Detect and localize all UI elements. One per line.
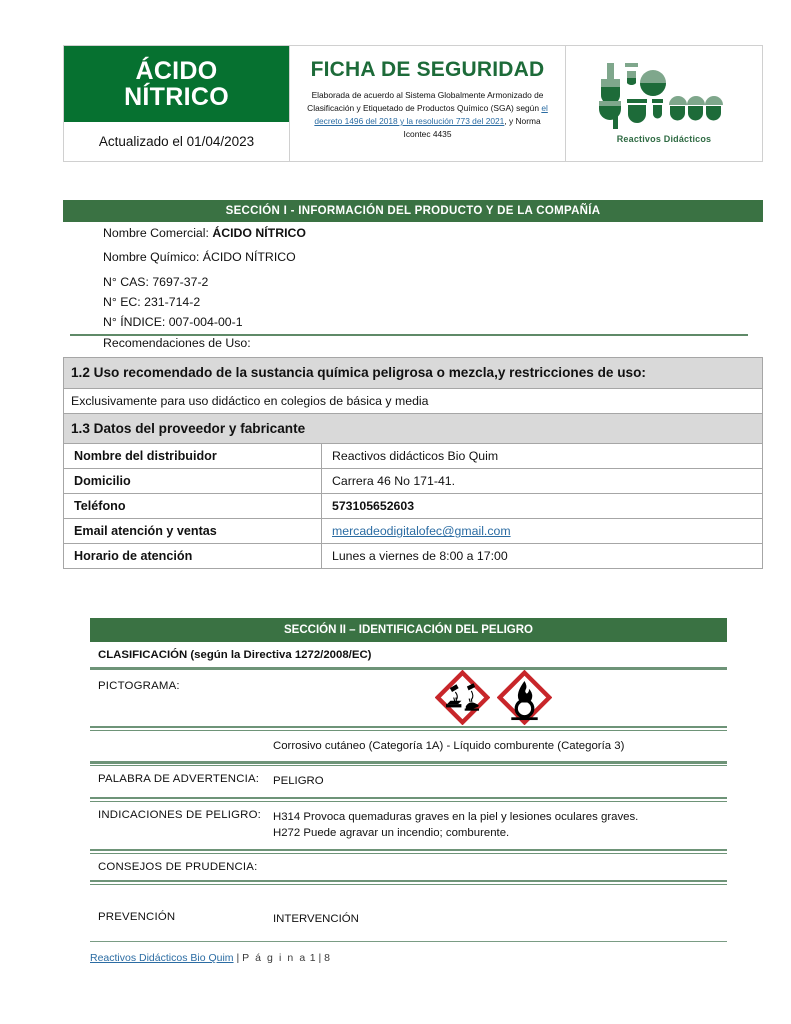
row-label-distribuidor: Nombre del distribuidor	[64, 444, 322, 469]
pictogram-group	[435, 670, 552, 725]
updated-date: Actualizado el 01/04/2023	[98, 134, 255, 149]
ghs05-corrosion-pictogram	[435, 670, 490, 725]
document-subtitle	[300, 89, 555, 141]
recommendations-row: Recomendaciones de Uso:	[103, 335, 251, 350]
section-1-underline	[70, 334, 748, 336]
document-title: FICHA DE SEGURIDAD	[310, 58, 545, 81]
ec-number-row: N° EC: 231-714-2	[103, 295, 201, 310]
pictogram-label: PICTOGRAMA:	[98, 679, 180, 692]
header-left-block	[64, 46, 290, 161]
supplier-info-table	[63, 357, 763, 569]
precautionary-label: CONSEJOS DE PRUDENCIA:	[98, 860, 258, 873]
logo-caption: Reactivos Didácticos	[616, 133, 712, 144]
product-title-line2: NÍTRICO	[124, 83, 229, 111]
footer-company-link[interactable]: Reactivos Didácticos Bio Quim	[90, 952, 234, 964]
table-row	[64, 444, 763, 469]
table-row	[64, 494, 763, 519]
signal-word-row	[90, 766, 727, 797]
commercial-name-row	[63, 226, 763, 241]
product-title-block	[64, 46, 289, 122]
ghs03-oxidizer-pictogram	[497, 670, 552, 725]
proveedor-heading: 1.3 Datos del proveedor y fabricante	[64, 413, 763, 444]
regulation-link[interactable]: el decreto 1496 del 2018 y la resolución 773 del 2021	[314, 103, 548, 127]
category-row	[90, 731, 727, 762]
rule-under-signal-word	[90, 797, 727, 800]
table-row-12-value	[64, 388, 763, 413]
signal-word-value: PELIGRO	[273, 775, 324, 788]
hazard-statement-h272: H272 Puede agravar un incendio; comburente.	[273, 827, 510, 840]
section-1-bar: SECCIÓN I - INFORMACIÓN DEL PRODUCTO Y DE LA COMPAÑÍA	[63, 200, 763, 222]
footer-page-numbers: 1 | 8	[309, 952, 331, 964]
intervention-label: INTERVENCIÓN	[273, 912, 359, 925]
table-row	[64, 519, 763, 544]
prevention-intervention-row	[90, 885, 727, 962]
table-row	[64, 469, 763, 494]
uso-recomendado-value: Exclusivamente para uso didáctico en colegios de básica y media	[64, 388, 763, 413]
row-label-telefono: Teléfono	[64, 494, 322, 519]
classification-heading: CLASIFICACIÓN (según la Directiva 1272/2008/EC)	[98, 649, 372, 661]
product-title-line1: ÁCIDO	[135, 56, 218, 85]
precautionary-row	[90, 854, 727, 880]
row-value-domicilio: Carrera 46 No 171-41.	[322, 469, 763, 494]
commercial-name-label: Nombre Comercial:	[103, 226, 213, 240]
bioquim-logo-graphic	[589, 61, 739, 133]
bioquim-logo	[589, 61, 739, 147]
footer-separator: |	[236, 952, 240, 964]
section-1-body	[63, 226, 763, 356]
row-value-horario: Lunes a viernes de 8:00 a 17:00	[322, 544, 763, 569]
row-label-horario: Horario de atención	[64, 544, 322, 569]
footer-page-word: P á g i n a	[242, 952, 307, 964]
signal-word-label: PALABRA DE ADVERTENCIA:	[98, 773, 260, 786]
row-label-domicilio: Domicilio	[64, 469, 322, 494]
rule-under-hazards	[90, 849, 727, 852]
commercial-name-value: ÁCIDO NÍTRICO	[212, 226, 306, 240]
subtitle-text-part1: Elaborada de acuerdo al Sistema Globalmente Armonizado de Clasificación y Etiquetado de Productos Químico (SGA) según	[307, 90, 544, 114]
page-footer	[90, 952, 727, 964]
prevention-label: PREVENCIÓN	[98, 910, 176, 923]
row-label-email: Email atención y ventas	[64, 519, 322, 544]
row-value-telefono: 573105652603	[322, 494, 763, 519]
hazard-statements-value	[273, 809, 727, 842]
category-value: Corrosivo cutáneo (Categoría 1A) - Líquido comburente (Categoría 3)	[273, 739, 625, 752]
index-number-row: N° ÍNDICE: 007-004-00-1	[103, 315, 243, 330]
table-row	[64, 544, 763, 569]
uso-recomendado-heading: 1.2 Uso recomendado de la sustancia química peligrosa o mezcla,y restricciones de uso:	[64, 358, 763, 389]
rule-under-pictograms	[90, 726, 727, 729]
hazard-statement-h314: H314 Provoca quemaduras graves en la piel y lesiones oculares graves.	[273, 810, 639, 823]
pictogram-row	[90, 670, 727, 726]
row-value-email	[322, 519, 763, 544]
table-row-12-heading	[64, 358, 763, 389]
section-2-bar: SECCIÓN II – IDENTIFICACIÓN DEL PELIGRO	[90, 618, 727, 642]
footer-rule	[90, 941, 727, 942]
rule-under-precautionary	[90, 880, 727, 883]
subtitle-text-part2: , y Norma Icontec 4435	[403, 116, 541, 140]
chemical-name-row: Nombre Químico: ÁCIDO NÍTRICO	[103, 250, 296, 265]
hazard-statements-row	[90, 802, 727, 849]
email-link[interactable]: mercadeodigitalofec@gmail.com	[332, 524, 511, 539]
header-center-block	[290, 46, 566, 161]
row-value-distribuidor: Reactivos didácticos Bio Quim	[322, 444, 763, 469]
document-header	[63, 45, 763, 162]
hazard-statements-label: INDICACIONES DE PELIGRO:	[98, 808, 262, 821]
header-logo-block	[566, 46, 762, 161]
cas-number-row: N° CAS: 7697-37-2	[103, 274, 209, 289]
table-row-13-heading	[64, 413, 763, 444]
rule-under-category	[90, 761, 727, 764]
section-2	[90, 618, 727, 961]
